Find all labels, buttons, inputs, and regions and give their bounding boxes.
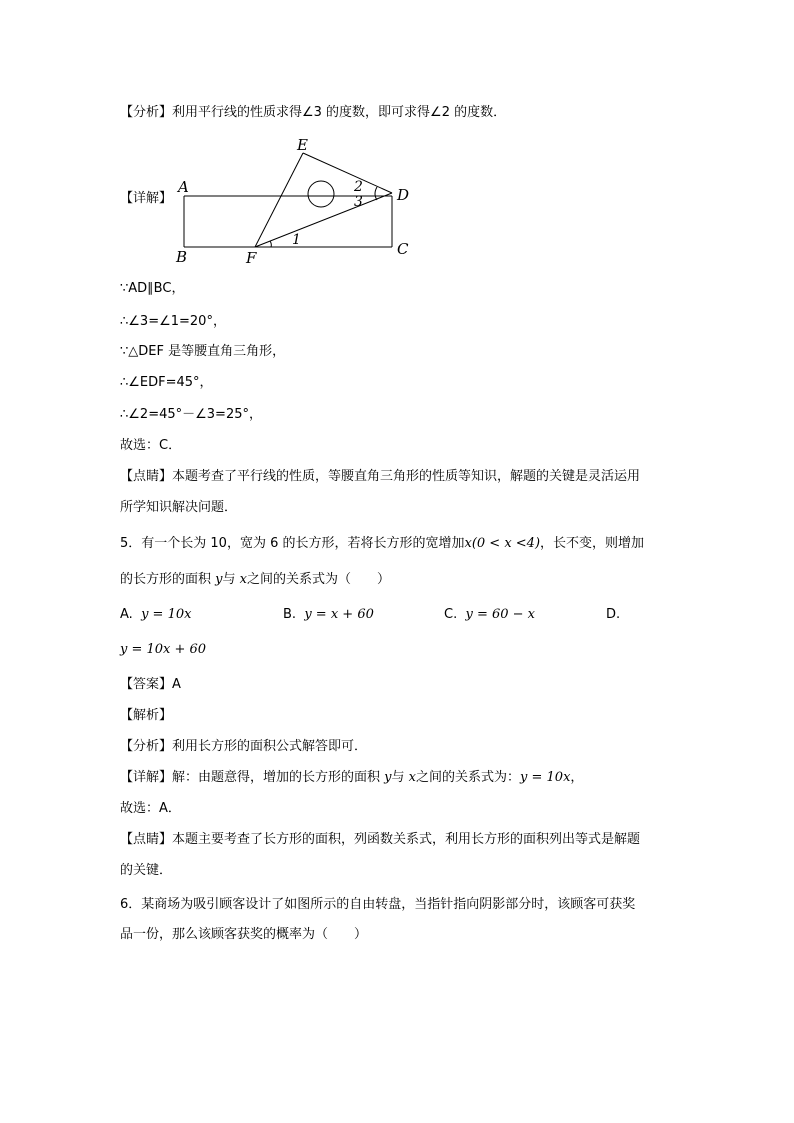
detail-label: 【详解】 xyxy=(120,191,173,206)
detail-2-end: ， xyxy=(570,770,584,785)
label-b: B xyxy=(176,248,188,266)
q5-text-b-post: 之间的关系式为（ ） xyxy=(247,572,391,587)
q5-var-y: y xyxy=(215,572,223,587)
angle-arc-f xyxy=(270,241,271,247)
step-5: ∴∠2=45°－∠3=25°， xyxy=(120,407,262,422)
option-b-math: y = x + 60 xyxy=(304,607,374,622)
segment-ed xyxy=(303,153,392,193)
q5-text-pre: 5．有一个长为 10，宽为 6 的长方形，若将长方形的宽增加 xyxy=(120,536,465,551)
geometry-figure xyxy=(170,130,420,270)
comment-2-line-2: 的关键． xyxy=(120,863,173,878)
detail-2-mid: 与 xyxy=(391,770,405,785)
option-c-label: C. xyxy=(444,607,458,622)
label-angle-3: 3 xyxy=(354,194,363,210)
label-e: E xyxy=(297,136,308,154)
label-d: D xyxy=(397,186,410,204)
q5-text-b-pre: 的长方形的面积 xyxy=(120,572,212,587)
label-angle-1: 1 xyxy=(292,232,301,248)
question-5-line-1 xyxy=(120,535,644,553)
option-d-label: D. xyxy=(606,607,621,622)
q5-condition-math: x(0 < x <4) xyxy=(464,536,541,551)
segment-fd xyxy=(255,193,392,247)
option-d-math-text: y = 10x + 60 xyxy=(120,642,207,657)
question-6-line-2: 品一份，那么该顾客获奖的概率为（ ） xyxy=(120,927,368,942)
option-b xyxy=(283,607,374,622)
question-6-line-1: 6．某商场为吸引顾客设计了如图所示的自由转盘，当指针指向阴影部分时，该顾客可获奖 xyxy=(120,897,636,912)
option-c-math: y = 60 − x xyxy=(465,607,536,622)
step-2: ∴∠3=∠1=20°， xyxy=(120,314,226,329)
label-angle-2: 2 xyxy=(354,179,363,195)
label-f: F xyxy=(246,249,257,267)
option-c xyxy=(444,607,535,622)
q5-text-b-mid: 与 xyxy=(222,572,236,587)
circle-mark xyxy=(308,181,334,207)
detail-2-line xyxy=(120,769,583,787)
option-a-label: A. xyxy=(120,607,133,622)
detail-2-var-x: x xyxy=(408,770,417,785)
option-b-label: B. xyxy=(283,607,297,622)
jiexi-line: 【解析】 xyxy=(120,708,173,723)
question-5-line-2 xyxy=(120,571,390,589)
answer-line: 【答案】A xyxy=(120,677,181,692)
q5-text-post: ，长不变，则增加 xyxy=(540,536,645,551)
option-d-math xyxy=(120,642,206,657)
analysis-line: 【分析】利用平行线的性质求得∠3 的度数，即可求得∠2 的度数． xyxy=(120,105,507,120)
analysis-2-line: 【分析】利用长方形的面积公式解答即可． xyxy=(120,739,368,754)
comment-line-1: 【点睛】本题考查了平行线的性质，等腰直角三角形的性质等知识，解题的关键是灵活运用 xyxy=(120,469,641,484)
comment-line-2: 所学知识解决问题． xyxy=(120,500,238,515)
choice-line: 故选：C． xyxy=(120,438,182,453)
option-a-math: y = 10x xyxy=(141,607,192,622)
detail-2-post: 之间的关系式为： xyxy=(416,770,521,785)
angle-arc-d xyxy=(375,187,377,200)
detail-2-pre: 【详解】解：由题意得，增加的长方形的面积 xyxy=(120,770,381,785)
q5-var-x: x xyxy=(239,572,248,587)
choice-2-line: 故选：A． xyxy=(120,801,181,816)
detail-2-var-y: y xyxy=(384,770,392,785)
option-a xyxy=(120,607,191,622)
step-1: ∵AD∥BC， xyxy=(120,281,185,296)
step-4: ∴∠EDF=45°， xyxy=(120,375,213,390)
comment-2-line-1: 【点睛】本题主要考查了长方形的面积，列函数关系式，利用长方形的面积列出等式是解题 xyxy=(120,832,641,847)
detail-2-math: y = 10x xyxy=(520,770,571,785)
label-c: C xyxy=(397,240,409,258)
step-3: ∵△DEF 是等腰直角三角形， xyxy=(120,344,286,359)
label-a: A xyxy=(178,178,189,196)
